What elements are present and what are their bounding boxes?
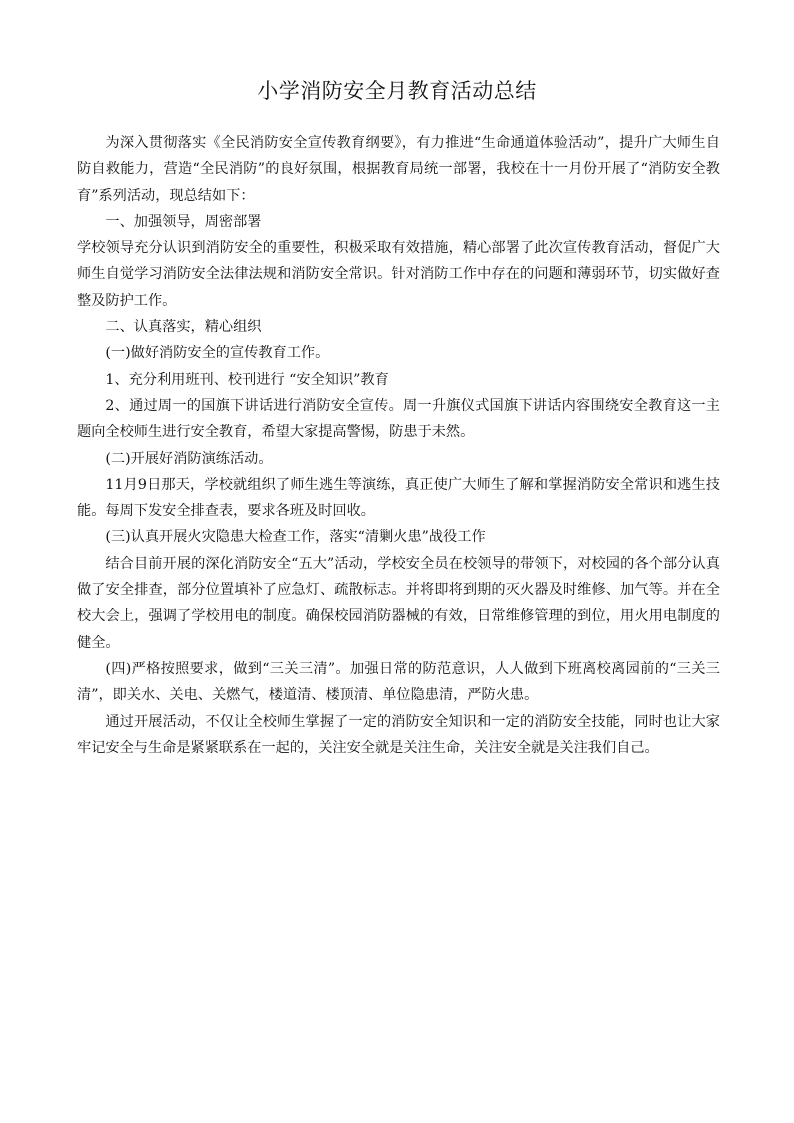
list-item-2: 2、通过周一的国旗下讲话进行消防安全宣传。周一升旗仪式国旗下讲话内容围绕安全教育这一主题向全校师生进行安全教育，希望大家提高警惕，防患于未然。 xyxy=(77,397,720,441)
section-heading-2: 二、认真落实，精心组织 xyxy=(105,319,262,336)
intro-paragraph: 为深入贯彻落实《全民消防安全宣传教育纲要》，有力推进“生命通道体验活动”，提升广大师生自防自救能力，营造“全民消防”的良好氛围，根据教育局统一部署，我校在十一月份开展了“消防安全教育”系列活动，现总结如下： xyxy=(77,135,720,204)
subsection-paragraph-4: (四)严格按照要求，做到“三关三清”。加强日常的防范意识，人人做到下班离校离园前的“三关三清”，即关水、关电、关燃气，楼道清、楼顶清、单位隐患清，严防火患。 xyxy=(77,660,720,704)
document-title: 小学消防安全月教育活动总结 xyxy=(257,79,537,103)
document-body xyxy=(77,130,720,761)
subsection-heading-3: (三)认真开展火灾隐患大检查工作，落实“清剿火患”战役工作 xyxy=(105,529,486,546)
body-paragraph: 11月9日那天，学校就组织了师生逃生等演练，真正使广大师生了解和掌握消防安全常识和逃生技能。每周下发安全排查表，要求各班及时回收。 xyxy=(77,476,720,520)
list-item-1: 1、充分利用班刊、校刊进行 “安全知识”教育 xyxy=(105,371,389,388)
subsection-heading-1: (一)做好消防安全的宣传教育工作。 xyxy=(105,345,330,362)
body-paragraph: 学校领导充分认识到消防安全的重要性，积极采取有效措施，精心部署了此次宣传教育活动，督促广大师生自觉学习消防安全法律法规和消防安全常识。针对消防工作中存在的问题和薄弱环节，切实做好查整及防护工作。 xyxy=(77,240,720,309)
body-paragraph: 结合目前开展的深化消防安全“五大”活动，学校安全员在校领导的带领下，对校园的各个部分认真做了安全排查，部分位置填补了应急灯、疏散标志。并将即将到期的灭火器及时维修、加气等。并在全校大会上，强调了学校用电的制度。确保校园消防器械的有效，日常维修管理的到位，用火用电制度的健全。 xyxy=(77,555,720,651)
section-heading-1: 一、加强领导，周密部署 xyxy=(105,213,262,230)
subsection-heading-2: (二)开展好消防演练活动。 xyxy=(105,450,273,467)
conclusion-paragraph: 通过开展活动，不仅让全校师生掌握了一定的消防安全知识和一定的消防安全技能，同时也让大家牢记安全与生命是紧紧联系在一起的，关注安全就是关注生命，关注安全就是关注我们自己。 xyxy=(77,713,720,756)
